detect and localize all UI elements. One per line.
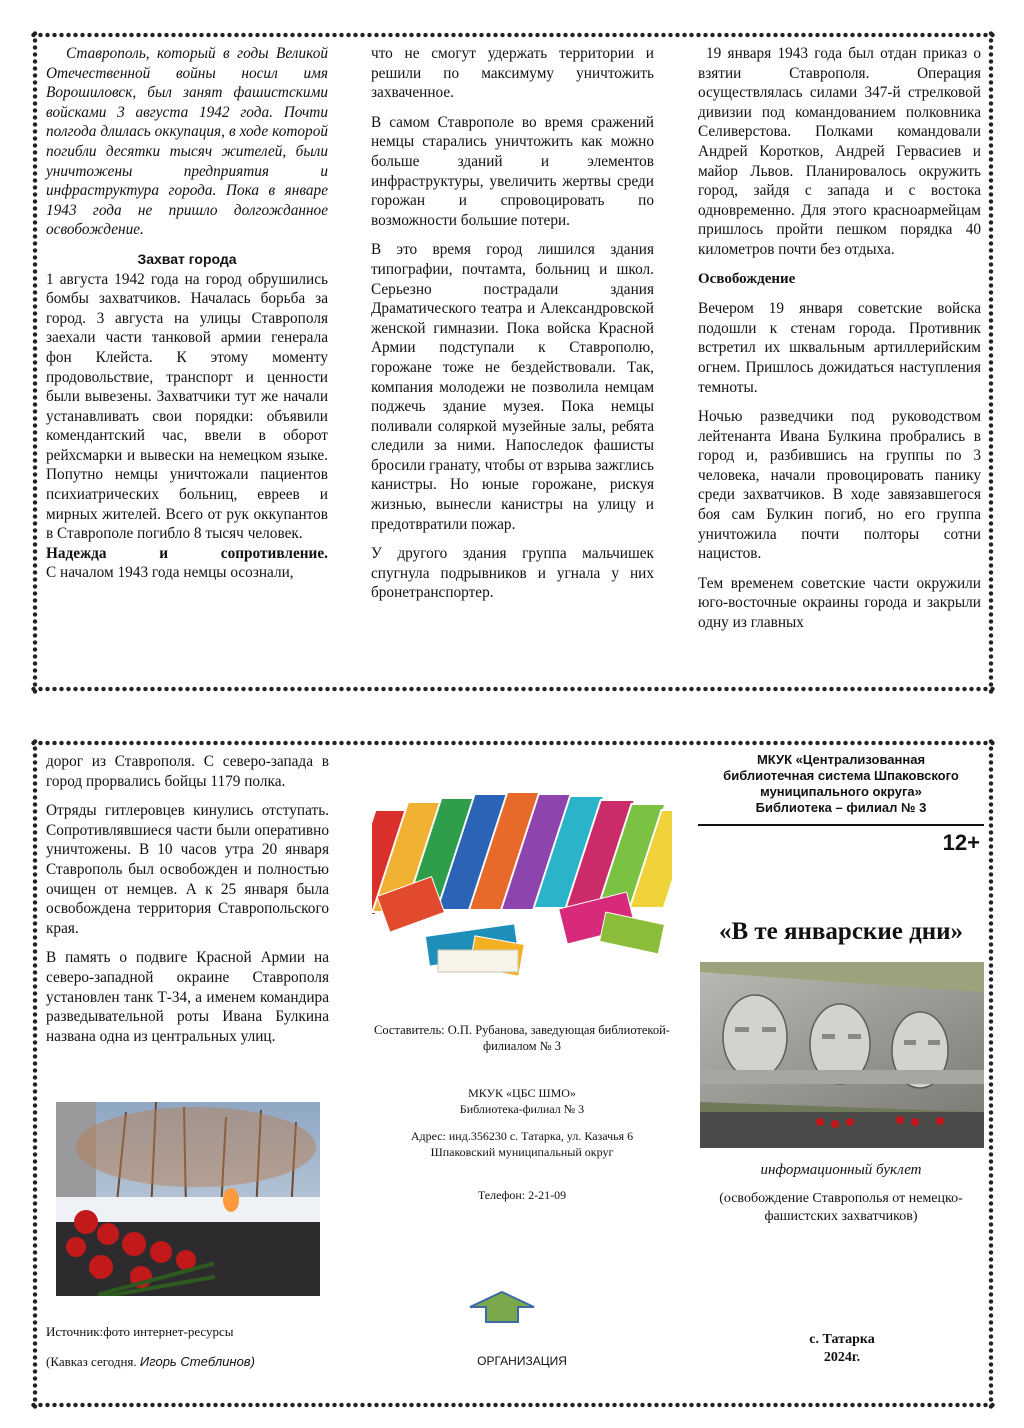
memorial-relief-photo [700,962,984,1148]
paragraph-encircle: Тем временем советские части окружили юго-восточные окраины города и закрыли одну из главных [698,574,981,632]
photo-credit-prefix: (Кавказ сегодня. [46,1354,137,1369]
top-border-bottom [30,684,996,694]
paragraph-memory: В память о подвиге Красной Армии на северо-западной окраине Ставрополя установлен танк Т-34, а именем командира разведывательной роты Ивана Булкина названа одна из центральных улиц. [46,949,329,1045]
bottom-border-bottom [30,1400,996,1410]
top-border-right [986,30,996,694]
top-panel [0,0,1024,700]
age-rating: 12+ [942,830,980,855]
address-line: Адрес: инд.356230 с. Татарка, ул. Казачья 6 [410,1129,634,1143]
library-header-line-1: МКУК «Централизованная [756,752,926,767]
top-column-2 [371,44,654,613]
top-column-3 [698,44,981,643]
paragraph-museum: В это время город лишился здания типографии, почтамта, больниц и школ. Серьезно пострадали здания Драматического театра и Александровской женской гимназии. Пока войска Красной Армии подступали к Ставрополю, горожане тоже не бездействовали. Так, компания молодежи не позволила немцам поджечь здание музея. Пока немцы поливали соляркой музейные залы, ребята следили за ними. Напоследок фашисты бросили гранату, чтобы от взрыва зажглись канистры. Но юные горожане, рискуя жизнью, вынесли канистры на улицу и предотвратили пожар. [371,241,654,533]
place-name: с. Татарка [809,1332,875,1347]
paragraph-retreat: Отряды гитлеровцев кинулись отступать. Сопротивлявшиеся части были оперативно уничтожены. В 10 часов утра 20 января Ставрополь был освобожден и полностью очищен от немцев. А к 25 января была освобождена территория Ставропольского края. [46,802,329,937]
bottom-panel [0,730,1024,1428]
paragraph-scouts: Ночью разведчики под руководством лейтенанта Ивана Булкина пробрались в город и, разбившись на группы по 3 человека, начали провоцировать панику среди захватчиков. В ходе завязавшегося боя сам Булкин погиб, но его группа уничтожила почти полторы сотни нацистов. [698,408,981,563]
bottom-border-top [30,738,996,748]
paragraph-boys: У другого здания группа мальчишек спугнула подрывников и угнала у них бронетранспортер. [371,545,654,602]
org-branch: Библиотека-филиал № 3 [459,1102,585,1116]
photo-source-line [46,1322,329,1342]
organization-label: ОРГАНИЗАЦИЯ [477,1354,567,1368]
top-border-left [30,30,40,694]
up-arrow-icon [468,1290,536,1324]
bottom-border-left [30,738,40,1410]
publication-year: 2024г. [823,1350,861,1365]
memorial-photo [56,1102,320,1296]
capture-paragraph: 1 августа 1942 года на город обрушились бомбы захватчиков. Началась борьба за город. 3 августа на улицы Ставрополя заехали части танковой армии генерала фон Клейста. К этому моменту продовольствие, транспорт и ценности были вывезены. Захватчики тут же начали устанавливать свои порядки: объявили комендантский час, ввели в оборот рейхсмарки и вывески на немецком языке. Попутно немцы уничтожали пациентов психиатрических больниц, евреев и мирных жителей. Всего от рук оккупантов в Ставрополе погибло 8 тысяч человек. [46,270,328,543]
library-header-line-3: муниципального округа» [760,784,922,799]
liberation-heading: Освобождение [698,270,796,287]
paragraph-destroy: что не смогут удержать территории и решили по максимуму уничтожить захваченное. [371,45,654,102]
bottom-border-right [986,738,996,1410]
compiler-text: Составитель: О.П. Рубанова, заведующая библиотекой-филиалом № 3 [374,1023,670,1053]
phone-line: Телефон: 2-21-09 [477,1188,567,1202]
paragraph-battles: В самом Ставрополе во время сражений немцы старались уничтожить как можно больше зданий и элементов инфраструктуры, увеличить жертвы среди горожан и спровоцировать по возможности большие потери. [371,113,654,229]
library-header-line-4: Библиотека – филиал № 3 [755,800,927,815]
hope-heading: Надежда и сопротивление. [46,544,328,562]
paragraph-order: 19 января 1943 года был отдан приказ о взятии Ставрополя. Операция осуществлялась силами 347-й стрелковой дивизии под командованием полковника Селиверстова. Полками командовали Андрей Коротков, Андрей Гервасиев и майор Львов. Планировалось окружить город, зайдя с запада и с востока одновременно. Для этого красноармейцам пришлось пройти пешком порядка 40 километров почти без отдыха. [698,45,981,258]
top-border-top [30,30,996,40]
top-column-1 [46,44,328,583]
header-rule [698,824,984,826]
hope-paragraph-start: С началом 1943 года немцы осознали, [46,564,294,582]
booklet-type: информационный буклет [760,1162,922,1178]
capture-heading: Захват города [137,250,237,267]
library-header [698,752,984,816]
photo-credit-line [46,1352,329,1372]
paragraph-roads: дорог из Ставрополя. С северо-запада в город прорвались бойцы 1179 полка. [46,753,329,790]
address-district: Шпаковский муниципальный округ [430,1145,614,1159]
booklet-title: «В те январские дни» [718,918,964,945]
paragraph-evening: Вечером 19 января советские войска подошли к стенам города. Противник встретил их шквальным артиллерийским огнем. Пришлось дожидаться наступления темноты. [698,300,981,396]
intro-paragraph: Ставрополь, который в годы Великой Отечественной войны носил имя Ворошиловск, был занят фашистскими войсками 3 августа 1942 года. Почти полгода длилась оккупация, в ходе которой погибли десятки тысяч жителей, были уничтожены предприятия и инфраструктура города. Пока в январе 1943 года не пришло долгожданное освобождение. [46,45,328,239]
photo-credit-author: Игорь Стеблинов) [139,1354,255,1369]
org-short-name: МКУК «ЦБС ШМО» [468,1086,576,1100]
library-header-line-2: библиотечная система Шпаковского [723,768,959,783]
photo-source-label: Источник:фото интернет-ресурсы [46,1324,234,1339]
bottom-column-1 [46,752,329,1056]
books-illustration [372,790,672,988]
booklet-description: (освобождение Ставрополья от немецко-фашистских захватчиков) [719,1191,963,1224]
